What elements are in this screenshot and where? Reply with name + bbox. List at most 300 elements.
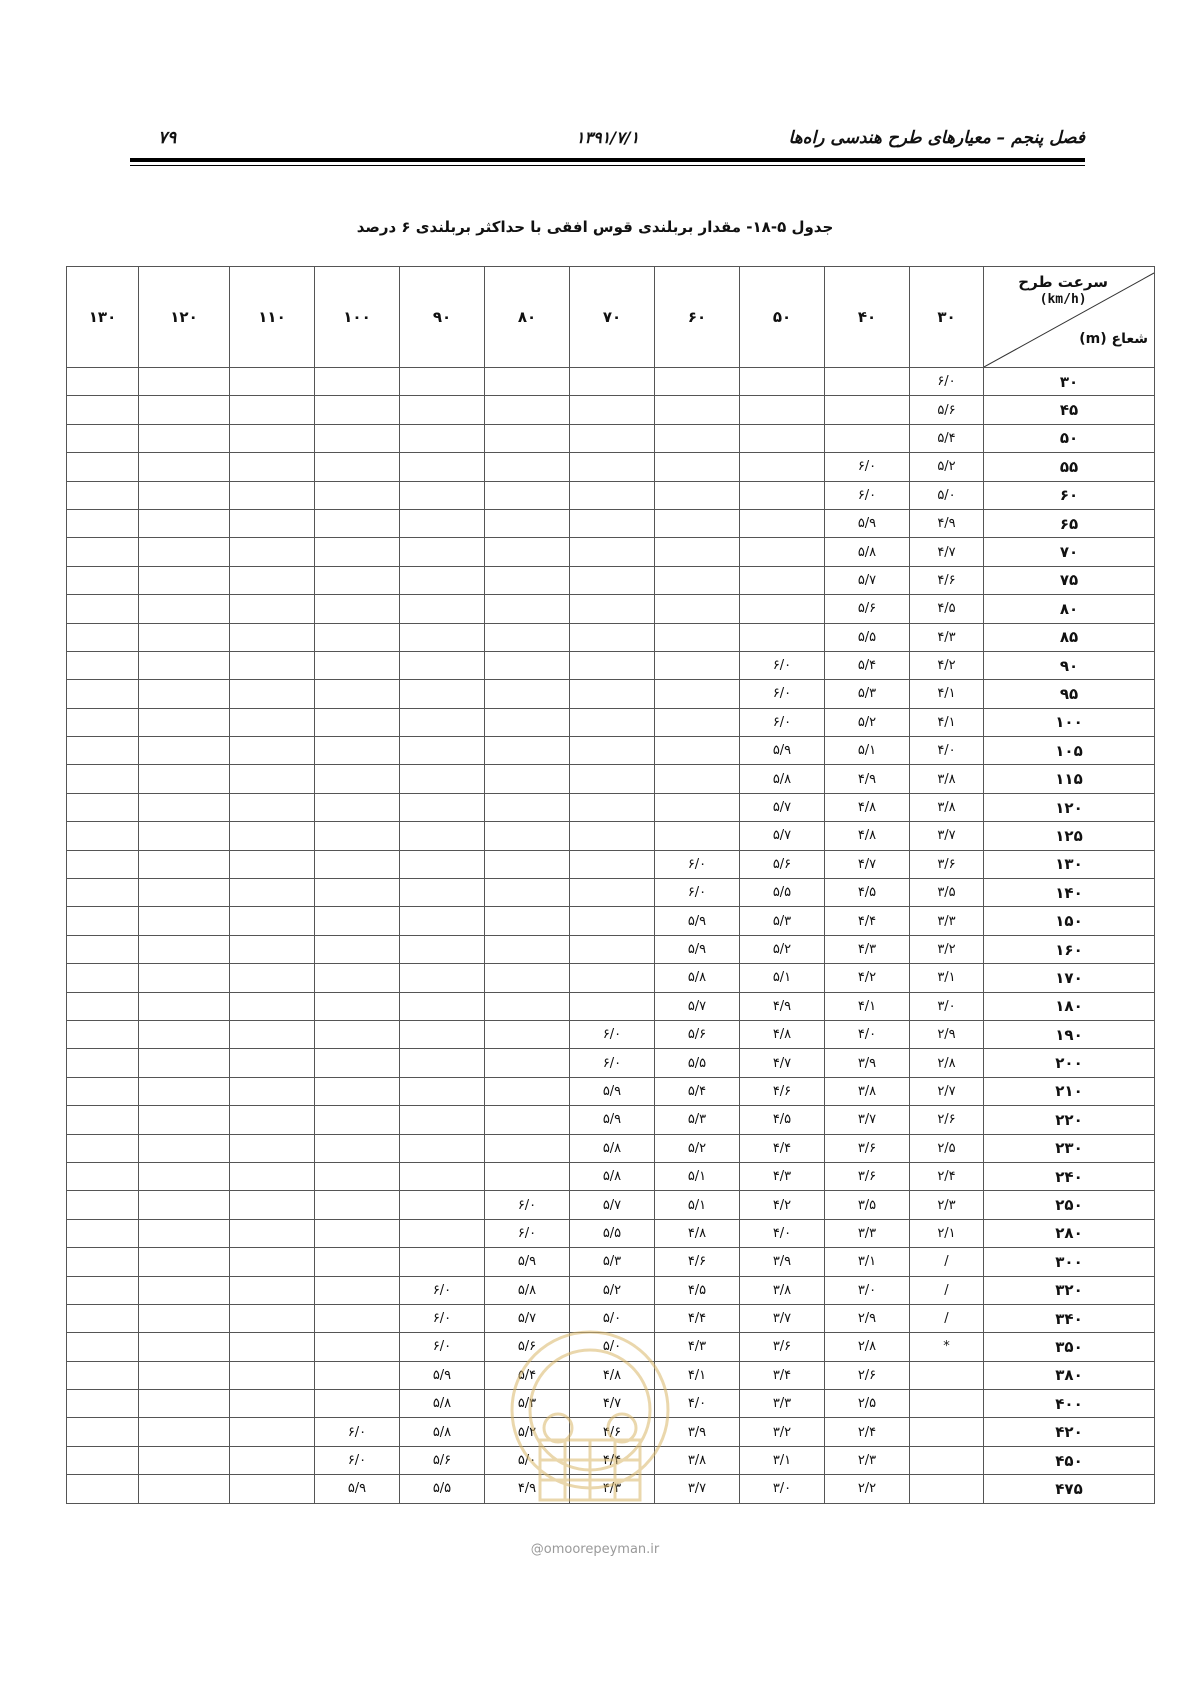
table-row — [67, 1049, 1155, 1077]
radius-cell: ۳۵۰ — [984, 1333, 1155, 1361]
value-cell — [230, 907, 315, 935]
value-cell — [67, 1077, 139, 1105]
value-cell — [400, 595, 485, 623]
value-cell — [400, 737, 485, 765]
value-cell — [315, 1361, 400, 1389]
value-cell — [485, 453, 570, 481]
value-cell — [315, 1134, 400, 1162]
value-cell — [230, 1219, 315, 1247]
radius-cell: ۳۸۰ — [984, 1361, 1155, 1389]
value-cell — [825, 368, 910, 396]
value-cell — [400, 793, 485, 821]
value-cell: ۵/۲ — [910, 453, 984, 481]
value-cell — [740, 538, 825, 566]
value-cell — [139, 396, 230, 424]
value-cell — [67, 964, 139, 992]
value-cell: ۶/۰ — [315, 1446, 400, 1474]
value-cell: ۵/۷ — [740, 793, 825, 821]
value-cell: ۴/۸ — [655, 1219, 740, 1247]
value-cell — [67, 1276, 139, 1304]
value-cell — [485, 1106, 570, 1134]
radius-cell: ۲۵۰ — [984, 1191, 1155, 1219]
value-cell — [485, 566, 570, 594]
value-cell — [139, 822, 230, 850]
value-cell: ۲/۶ — [825, 1361, 910, 1389]
value-cell: ۳/۷ — [740, 1304, 825, 1332]
value-cell — [315, 1248, 400, 1276]
value-cell: ۴/۹ — [825, 765, 910, 793]
value-cell — [139, 538, 230, 566]
value-cell — [230, 1106, 315, 1134]
value-cell — [230, 453, 315, 481]
value-cell — [67, 396, 139, 424]
value-cell — [315, 1049, 400, 1077]
value-cell — [139, 907, 230, 935]
value-cell — [139, 850, 230, 878]
radius-cell: ۲۱۰ — [984, 1077, 1155, 1105]
value-cell — [570, 424, 655, 452]
value-cell: ۳/۰ — [910, 992, 984, 1020]
value-cell — [400, 1219, 485, 1247]
value-cell — [230, 1077, 315, 1105]
value-cell: ۳/۱ — [740, 1446, 825, 1474]
value-cell — [485, 651, 570, 679]
value-cell — [400, 1162, 485, 1190]
value-cell: ۳/۱ — [825, 1248, 910, 1276]
value-cell: * — [910, 1333, 984, 1361]
value-cell: ۵/۸ — [740, 765, 825, 793]
value-cell — [485, 1020, 570, 1048]
value-cell: ۴/۲ — [740, 1191, 825, 1219]
value-cell — [485, 737, 570, 765]
table-row — [67, 879, 1155, 907]
value-cell — [230, 368, 315, 396]
radius-cell: ۳۲۰ — [984, 1276, 1155, 1304]
value-cell: ۴/۲ — [825, 964, 910, 992]
value-cell — [400, 1077, 485, 1105]
value-cell — [655, 453, 740, 481]
value-cell — [570, 708, 655, 736]
value-cell: ۳/۰ — [825, 1276, 910, 1304]
value-cell: ۵/۷ — [570, 1191, 655, 1219]
value-cell — [67, 1304, 139, 1332]
value-cell — [230, 566, 315, 594]
value-cell: ۶/۰ — [825, 453, 910, 481]
table-row — [67, 1134, 1155, 1162]
value-cell — [570, 964, 655, 992]
value-cell — [570, 935, 655, 963]
value-cell: ۵/۴ — [910, 424, 984, 452]
speed-header: ۷۰ — [570, 267, 655, 368]
value-cell: ۵/۱ — [825, 737, 910, 765]
value-cell — [139, 1162, 230, 1190]
value-cell: ۴/۸ — [570, 1361, 655, 1389]
corner-header-cell — [984, 267, 1155, 368]
table-row — [67, 765, 1155, 793]
value-cell — [230, 935, 315, 963]
value-cell — [67, 623, 139, 651]
value-cell: ۵/۷ — [655, 992, 740, 1020]
value-cell — [230, 396, 315, 424]
value-cell — [67, 850, 139, 878]
value-cell: ۶/۰ — [400, 1304, 485, 1332]
value-cell — [570, 822, 655, 850]
value-cell: ۳/۱ — [910, 964, 984, 992]
value-cell — [400, 623, 485, 651]
value-cell — [570, 538, 655, 566]
table-row — [67, 1191, 1155, 1219]
value-cell: ۵/۳ — [570, 1248, 655, 1276]
table-row — [67, 651, 1155, 679]
value-cell — [740, 481, 825, 509]
value-cell — [315, 680, 400, 708]
table-row — [67, 935, 1155, 963]
value-cell — [315, 992, 400, 1020]
value-cell — [139, 1248, 230, 1276]
value-cell — [315, 708, 400, 736]
value-cell: ۵/۰ — [570, 1333, 655, 1361]
table-row — [67, 1276, 1155, 1304]
value-cell — [825, 424, 910, 452]
page-header — [130, 128, 1085, 152]
value-cell — [315, 1191, 400, 1219]
value-cell: ۶/۰ — [740, 680, 825, 708]
value-cell — [67, 680, 139, 708]
value-cell — [570, 850, 655, 878]
value-cell — [139, 1106, 230, 1134]
value-cell: ۴/۷ — [910, 538, 984, 566]
value-cell: ۵/۲ — [825, 708, 910, 736]
value-cell — [315, 1162, 400, 1190]
value-cell: ۴/۴ — [740, 1134, 825, 1162]
value-cell — [315, 1219, 400, 1247]
value-cell — [315, 538, 400, 566]
value-cell — [740, 566, 825, 594]
value-cell — [315, 595, 400, 623]
value-cell — [910, 1361, 984, 1389]
value-cell — [740, 595, 825, 623]
value-cell: ۴/۶ — [740, 1077, 825, 1105]
value-cell: ۴/۶ — [910, 566, 984, 594]
value-cell: ۶/۰ — [485, 1191, 570, 1219]
table-row — [67, 566, 1155, 594]
value-cell — [400, 453, 485, 481]
value-cell — [315, 737, 400, 765]
speed-header: ۹۰ — [400, 267, 485, 368]
value-cell: ۵/۹ — [570, 1106, 655, 1134]
value-cell — [67, 1248, 139, 1276]
radius-cell: ۱۳۰ — [984, 850, 1155, 878]
value-cell: / — [910, 1248, 984, 1276]
value-cell — [67, 708, 139, 736]
value-cell: ۶/۰ — [570, 1049, 655, 1077]
value-cell: ۳/۵ — [910, 879, 984, 907]
value-cell — [740, 424, 825, 452]
value-cell — [139, 964, 230, 992]
value-cell — [67, 1390, 139, 1418]
speed-header: ۱۰۰ — [315, 267, 400, 368]
value-cell — [230, 992, 315, 1020]
value-cell: ۵/۶ — [825, 595, 910, 623]
radius-cell: ۴۲۰ — [984, 1418, 1155, 1446]
value-cell: ۴/۵ — [740, 1106, 825, 1134]
speed-header: ۳۰ — [910, 267, 984, 368]
value-cell — [230, 1276, 315, 1304]
value-cell — [67, 595, 139, 623]
value-cell — [139, 1191, 230, 1219]
value-cell: ۲/۳ — [910, 1191, 984, 1219]
value-cell: ۴/۵ — [655, 1276, 740, 1304]
value-cell: ۳/۹ — [740, 1248, 825, 1276]
value-cell: ۵/۹ — [315, 1475, 400, 1503]
table-row — [67, 623, 1155, 651]
value-cell — [230, 481, 315, 509]
value-cell — [67, 1020, 139, 1048]
value-cell — [139, 424, 230, 452]
value-cell — [139, 651, 230, 679]
value-cell — [570, 651, 655, 679]
table-row — [67, 1077, 1155, 1105]
value-cell — [570, 737, 655, 765]
value-cell — [740, 368, 825, 396]
value-cell: ۶/۰ — [400, 1276, 485, 1304]
value-cell — [910, 1418, 984, 1446]
value-cell: / — [910, 1304, 984, 1332]
value-cell — [315, 396, 400, 424]
value-cell — [67, 765, 139, 793]
value-cell — [570, 623, 655, 651]
value-cell: ۵/۸ — [825, 538, 910, 566]
value-cell — [570, 509, 655, 537]
value-cell — [67, 1049, 139, 1077]
value-cell — [230, 1020, 315, 1048]
value-cell: ۶/۰ — [400, 1333, 485, 1361]
radius-cell: ۹۰ — [984, 651, 1155, 679]
page-number: ۷۹ — [158, 128, 177, 148]
value-cell — [485, 1134, 570, 1162]
value-cell — [230, 424, 315, 452]
value-cell — [230, 1191, 315, 1219]
header-rule-thick — [130, 158, 1085, 162]
value-cell — [740, 453, 825, 481]
value-cell — [655, 424, 740, 452]
watermark-logo — [500, 1320, 680, 1520]
value-cell — [400, 566, 485, 594]
value-cell: ۵/۵ — [655, 1049, 740, 1077]
value-cell — [67, 992, 139, 1020]
value-cell: ۲/۳ — [825, 1446, 910, 1474]
radius-cell: ۲۰۰ — [984, 1049, 1155, 1077]
value-cell — [139, 793, 230, 821]
value-cell — [910, 1475, 984, 1503]
value-cell: ۳/۳ — [910, 907, 984, 935]
value-cell — [400, 1106, 485, 1134]
value-cell: ۵/۰ — [485, 1446, 570, 1474]
value-cell — [485, 424, 570, 452]
radius-cell: ۸۵ — [984, 623, 1155, 651]
value-cell: ۳/۸ — [910, 765, 984, 793]
table-row — [67, 964, 1155, 992]
value-cell: ۵/۷ — [740, 822, 825, 850]
value-cell: ۴/۶ — [570, 1418, 655, 1446]
value-cell: ۳/۳ — [740, 1390, 825, 1418]
radius-cell: ۵۰ — [984, 424, 1155, 452]
site-url: @omoorepeyman.ir — [530, 1542, 660, 1557]
value-cell — [315, 453, 400, 481]
table-row — [67, 822, 1155, 850]
value-cell — [740, 396, 825, 424]
value-cell: ۳/۴ — [740, 1361, 825, 1389]
value-cell: ۳/۲ — [910, 935, 984, 963]
value-cell — [139, 1219, 230, 1247]
value-cell — [67, 453, 139, 481]
value-cell: ۵/۹ — [655, 907, 740, 935]
value-cell — [139, 765, 230, 793]
value-cell — [230, 737, 315, 765]
value-cell: ۶/۰ — [655, 850, 740, 878]
value-cell — [230, 822, 315, 850]
value-cell: ۵/۹ — [485, 1248, 570, 1276]
value-cell — [139, 509, 230, 537]
radius-cell: ۱۴۰ — [984, 879, 1155, 907]
value-cell — [400, 822, 485, 850]
value-cell — [400, 396, 485, 424]
value-cell: ۵/۴ — [655, 1077, 740, 1105]
table-row — [67, 1219, 1155, 1247]
value-cell: ۵/۹ — [570, 1077, 655, 1105]
value-cell — [315, 822, 400, 850]
value-cell: ۵/۸ — [570, 1162, 655, 1190]
table-row — [67, 396, 1155, 424]
table-row — [67, 737, 1155, 765]
value-cell — [67, 1333, 139, 1361]
value-cell — [67, 1162, 139, 1190]
value-cell — [400, 481, 485, 509]
value-cell — [910, 1390, 984, 1418]
value-cell: ۶/۰ — [655, 879, 740, 907]
value-cell — [485, 765, 570, 793]
value-cell: ۵/۵ — [740, 879, 825, 907]
value-cell — [139, 879, 230, 907]
value-cell: ۶/۰ — [910, 368, 984, 396]
value-cell — [230, 1446, 315, 1474]
table-row — [67, 368, 1155, 396]
value-cell: ۴/۸ — [825, 793, 910, 821]
value-cell: ۶/۰ — [740, 708, 825, 736]
radius-cell: ۱۱۵ — [984, 765, 1155, 793]
value-cell — [400, 1191, 485, 1219]
value-cell — [315, 1077, 400, 1105]
value-cell — [230, 651, 315, 679]
value-cell: ۲/۹ — [910, 1020, 984, 1048]
radius-cell: ۴۰۰ — [984, 1390, 1155, 1418]
value-cell — [400, 1049, 485, 1077]
value-cell — [230, 623, 315, 651]
value-cell: ۵/۸ — [655, 964, 740, 992]
table-row — [67, 793, 1155, 821]
value-cell — [67, 737, 139, 765]
value-cell — [400, 1248, 485, 1276]
value-cell — [740, 509, 825, 537]
speed-label-text: سرعت طرح — [1018, 273, 1108, 291]
value-cell — [230, 765, 315, 793]
radius-label: شعاع (m) — [1079, 331, 1148, 347]
table-row — [67, 1162, 1155, 1190]
value-cell — [139, 1475, 230, 1503]
value-cell: ۳/۳ — [825, 1219, 910, 1247]
value-cell: ۵/۶ — [655, 1020, 740, 1048]
radius-cell: ۲۳۰ — [984, 1134, 1155, 1162]
value-cell — [139, 595, 230, 623]
value-cell: ۴/۹ — [910, 509, 984, 537]
value-cell — [655, 481, 740, 509]
value-cell — [230, 1418, 315, 1446]
radius-cell: ۳۴۰ — [984, 1304, 1155, 1332]
value-cell: ۲/۸ — [910, 1049, 984, 1077]
value-cell — [400, 765, 485, 793]
value-cell: / — [910, 1276, 984, 1304]
radius-cell: ۸۰ — [984, 595, 1155, 623]
value-cell — [570, 879, 655, 907]
value-cell — [315, 935, 400, 963]
table-caption: جدول ۵-۱۸- مقدار بربلندی قوس افقی با حداکثر بربلندی ۶ درصد — [356, 218, 834, 236]
value-cell: ۳/۸ — [825, 1077, 910, 1105]
value-cell: ۵/۹ — [740, 737, 825, 765]
value-cell: ۴/۷ — [570, 1390, 655, 1418]
radius-cell: ۱۰۵ — [984, 737, 1155, 765]
value-cell: ۴/۸ — [825, 822, 910, 850]
value-cell — [315, 1333, 400, 1361]
value-cell: ۵/۳ — [485, 1390, 570, 1418]
value-cell — [655, 765, 740, 793]
value-cell — [400, 708, 485, 736]
value-cell — [570, 595, 655, 623]
value-cell — [67, 1418, 139, 1446]
value-cell — [655, 595, 740, 623]
value-cell — [315, 509, 400, 537]
value-cell: ۳/۵ — [825, 1191, 910, 1219]
value-cell — [315, 1106, 400, 1134]
value-cell: ۵/۳ — [825, 680, 910, 708]
value-cell — [570, 396, 655, 424]
value-cell: ۴/۴ — [570, 1446, 655, 1474]
value-cell: ۲/۶ — [910, 1106, 984, 1134]
value-cell: ۳/۶ — [740, 1333, 825, 1361]
value-cell — [230, 538, 315, 566]
value-cell: ۴/۷ — [740, 1049, 825, 1077]
speed-header: ۱۳۰ — [67, 267, 139, 368]
value-cell: ۴/۴ — [655, 1304, 740, 1332]
value-cell: ۴/۶ — [655, 1248, 740, 1276]
value-cell — [315, 1390, 400, 1418]
value-cell — [139, 1049, 230, 1077]
value-cell — [230, 850, 315, 878]
radius-cell: ۷۰ — [984, 538, 1155, 566]
value-cell: ۵/۲ — [485, 1418, 570, 1446]
value-cell: ۴/۳ — [655, 1333, 740, 1361]
value-cell — [315, 793, 400, 821]
value-cell: ۲/۲ — [825, 1475, 910, 1503]
speed-header: ۱۱۰ — [230, 267, 315, 368]
value-cell — [400, 964, 485, 992]
value-cell: ۵/۸ — [485, 1276, 570, 1304]
value-cell: ۵/۶ — [400, 1446, 485, 1474]
value-cell — [67, 1134, 139, 1162]
radius-cell: ۶۰ — [984, 481, 1155, 509]
value-cell — [655, 651, 740, 679]
value-cell: ۴/۰ — [825, 1020, 910, 1048]
value-cell — [139, 1134, 230, 1162]
